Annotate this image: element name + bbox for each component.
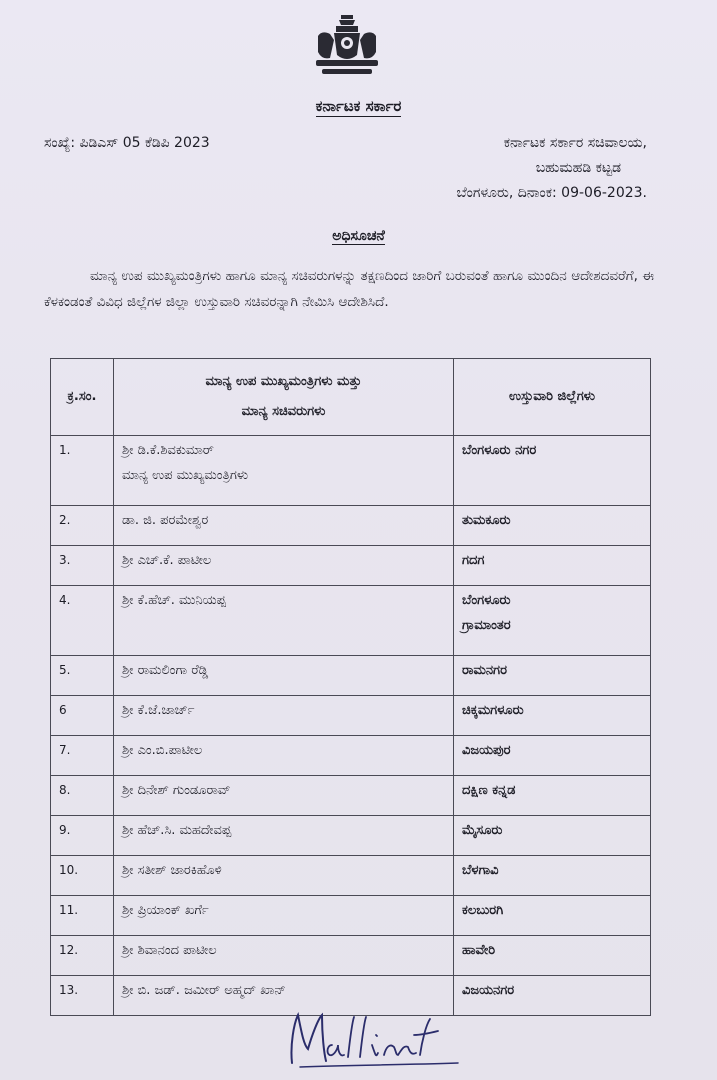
table-row [51,816,651,856]
district-cell: ವಿಜಯನಗರ [454,976,651,1016]
district-cell: ಬೆಂಗಳೂರು ನಗರ [454,436,651,506]
serial-cell: 2. [51,506,114,546]
district-cell: ಮೈಸೂರು [454,816,651,856]
minister-district-table [50,358,651,1016]
minister-cell: ಶ್ರೀ ಡಿ.ಕೆ.ಶಿವಕುಮಾರ್ ಮಾನ್ಯ ಉಪ ಮುಖ್ಯಮಂತ್ರಿಗಳು [114,436,454,506]
table-row [51,736,651,776]
district-cell: ದಕ್ಷಿಣ ಕನ್ನಡ [454,776,651,816]
address-line-1: ಕರ್ನಾಟಕ ಸರ್ಕಾರ ಸಚಿವಾಲಯ, [503,135,647,151]
table-row [51,856,651,896]
minister-cell: ಶ್ರೀ ಸತೀಶ್ ಜಾರಕಿಹೊಳಿ [114,856,454,896]
minister-cell: ಶ್ರೀ ಪ್ರಿಯಾಂಕ್ ಖರ್ಗೆ [114,896,454,936]
district-cell: ಬೆಂಗಳೂರು ಗ್ರಾಮಾಂತರ [454,586,651,656]
district-cell: ಬೆಳಗಾವಿ [454,856,651,896]
serial-cell: 3. [51,546,114,586]
district-cell: ಹಾವೇರಿ [454,936,651,976]
address-line-2: ಬಹುಮಹಡಿ ಕಟ್ಟಡ [535,160,621,176]
district-cell: ಚಿಕ್ಕಮಗಳೂರು [454,696,651,736]
table-header-row [51,359,651,436]
district-cell: ಕಲಬುರಗಿ [454,896,651,936]
minister-cell: ಶ್ರೀ ರಾಮಲಿಂಗಾ ರೆಡ್ಡಿ [114,656,454,696]
minister-cell: ಶ್ರೀ ಶಿವಾನಂದ ಪಾಟೀಲ [114,936,454,976]
minister-cell: ಶ್ರೀ ಎಂ.ಬಿ.ಪಾಟೀಲ [114,736,454,776]
serial-cell: 11. [51,896,114,936]
table-row [51,896,651,936]
serial-cell: 1. [51,436,114,506]
minister-cell: ಶ್ರೀ ಹೆಚ್.ಸಿ. ಮಹದೇವಪ್ಪ [114,816,454,856]
column-header-district: ಉಸ್ತುವಾರಿ ಜಿಲ್ಲೆಗಳು [454,359,651,436]
table-row [51,656,651,696]
serial-cell: 8. [51,776,114,816]
minister-cell: ಶ್ರೀ ಕೆ.ಹೆಚ್. ಮುನಿಯಪ್ಪ [114,586,454,656]
serial-cell: 4. [51,586,114,656]
table-row [51,776,651,816]
address-date-line: ಬೆಂಗಳೂರು, ದಿನಾಂಕ: 09-06-2023. [456,185,647,201]
table-row [51,436,651,506]
handwritten-signature [280,1005,470,1073]
serial-cell: 6 [51,696,114,736]
minister-cell: ಶ್ರೀ ದಿನೇಶ್ ಗುಂಡೂರಾವ್ [114,776,454,816]
table-row [51,586,651,656]
notification-body: ಮಾನ್ಯ ಉಪ ಮುಖ್ಯಮಂತ್ರಿಗಳು ಹಾಗೂ ಮಾನ್ಯ ಸಚಿವರುಗಳನ್ನು ತಕ್ಷಣದಿಂದ ಜಾರಿಗೆ ಬರುವಂತೆ ಹಾಗೂ ಮುಂದಿನ ಆದೇಶದವರೆಗೆ, ಈ ಕೆಳಕಂಡಂತೆ ವಿವಿಧ ಜಿಲ್ಲೆಗಳ ಜಿಲ್ಲಾ ಉಸ್ತುವಾರಿ ಸಚಿವರನ್ನಾಗಿ ನೇಮಿಸಿ ಆದೇಶಿಸಿದೆ. [44,268,654,310]
serial-cell: 10. [51,856,114,896]
serial-cell: 13. [51,976,114,1016]
table-row [51,936,651,976]
district-cell: ರಾಮನಗರ [454,656,651,696]
minister-cell: ಶ್ರೀ ಕೆ.ಜೆ.ಜಾರ್ಜ್ [114,696,454,736]
column-header-serial: ಕ್ರ.ಸಂ. [51,359,114,436]
reference-number: ಸಂಖ್ಯೆ: ಪಿಡಿಎಸ್ 05 ಕೆಡಿಪಿ 2023 [44,135,210,151]
table-row [51,546,651,586]
notification-title: ಅಧಿಸೂಚನೆ [332,228,385,244]
serial-cell: 7. [51,736,114,776]
minister-cell: ಶ್ರೀ ಎಚ್.ಕೆ. ಪಾಟೀಲ [114,546,454,586]
district-cell: ತುಮಕೂರು [454,506,651,546]
serial-cell: 5. [51,656,114,696]
district-cell: ವಿಜಯಪುರ [454,736,651,776]
minister-cell: ಶ್ರೀ ಬಿ. ಜಡ್. ಜಮೀರ್ ಅಹ್ಮದ್ ಖಾನ್ [114,976,454,1016]
serial-cell: 12. [51,936,114,976]
karnataka-emblem-icon [312,14,382,78]
column-header-minister: ಮಾನ್ಯ ಉಪ ಮುಖ್ಯಮಂತ್ರಿಗಳು ಮತ್ತು ಮಾನ್ಯ ಸಚಿವರುಗಳು [114,359,454,436]
table-row [51,506,651,546]
district-cell: ಗದಗ [454,546,651,586]
minister-cell: ಡಾ. ಜಿ. ಪರಮೇಶ್ವರ [114,506,454,546]
government-title: ಕರ್ನಾಟಕ ಸರ್ಕಾರ [315,97,402,115]
serial-cell: 9. [51,816,114,856]
table-row [51,696,651,736]
